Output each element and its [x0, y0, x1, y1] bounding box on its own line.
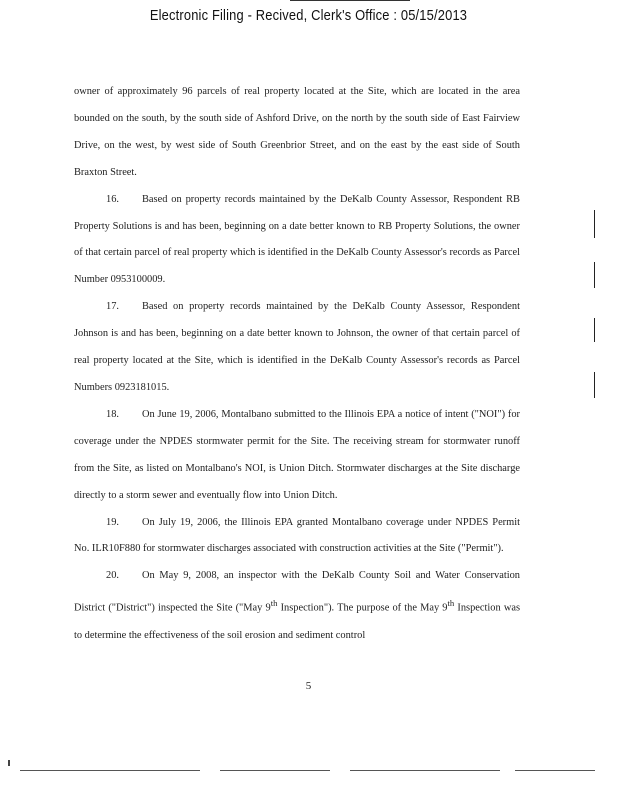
scan-edge-line	[515, 770, 595, 771]
paragraph-16	[74, 187, 520, 295]
scan-edge-line	[20, 770, 200, 771]
page-number: 5	[305, 680, 312, 692]
paragraph-number: 16.	[106, 193, 119, 205]
paragraph-text: On July 19, 2006, the Illinois EPA granted Montalbano coverage under NPDES Permit No. ILR10F880 for stormwater discharges associated with construction activities at the Site ("Permit").	[74, 516, 520, 555]
paragraph-text-middle: Inspection"). The purpose of the May 9	[277, 602, 448, 614]
paragraph-number: 18.	[106, 408, 119, 420]
paragraph-17	[74, 294, 520, 402]
scan-edge-line	[220, 770, 330, 771]
paragraph-text: Based on property records maintained by the DeKalb County Assessor, Respondent Johnson is and has been, beginning on a date better known to Johnson, the owner of that certain parcel of real property located at the Site, which is identified in the DeKalb County Assessor's records as Parcel Numbers 0923181015.	[74, 301, 520, 393]
paragraph-text-end: Inspection was to determine the effectiveness of the soil erosion and sediment control	[74, 602, 520, 641]
revision-bar	[594, 210, 595, 238]
paragraph-number: 19.	[106, 516, 119, 528]
scan-edge-line	[350, 770, 500, 771]
document-body	[74, 79, 520, 650]
stamp-overline	[290, 0, 410, 1]
paragraph-number: 20.	[106, 570, 119, 582]
paragraph-continued	[74, 79, 520, 187]
scan-speck	[8, 760, 10, 766]
filing-stamp: Electronic Filing - Recived, Clerk's Office : 05/15/2013	[149, 7, 468, 24]
ordinal-suffix: th	[447, 598, 455, 609]
paragraph-text-start: On May 9, 2008, an inspector with the DeKalb County Soil and Water Conservation District ("District") inspected the Site ("May 9	[74, 570, 520, 614]
paragraph-18	[74, 402, 520, 510]
paragraph-text: Based on property records maintained by the DeKalb County Assessor, Respondent RB Property Solutions is and has been, beginning on a date better known to RB Property Solutions, the owner of that certain parcel of real property which is identified in the DeKalb County Assessor's records as Parcel Number 0953100009.	[74, 193, 520, 286]
paragraph-number: 17.	[106, 301, 119, 313]
ordinal-suffix: th	[270, 598, 278, 609]
paragraph-19	[74, 510, 520, 564]
paragraph-20	[74, 563, 520, 649]
revision-bar	[594, 318, 595, 342]
paragraph-text: On June 19, 2006, Montalbano submitted to the Illinois EPA a notice of intent ("NOI") for coverage under the NPDES stormwater permit for the Site. The receiving stream for stormwater runoff from the Site, as listed on Montalbano's NOI, is Union Ditch. Stormwater discharges at the Site discharge directly to a storm sewer and eventually flow into Union Ditch.	[74, 408, 520, 501]
revision-bar	[594, 262, 595, 288]
revision-bar	[594, 372, 595, 398]
paragraph-text: owner of approximately 96 parcels of real property located at the Site, which are located in the area bounded on the south, by the south side of Ashford Drive, on the north by the south side of East Fairview Drive, on the west, by west side of South Greenbrior Street, and on the east by the east side of South Braxton Street.	[74, 86, 520, 178]
